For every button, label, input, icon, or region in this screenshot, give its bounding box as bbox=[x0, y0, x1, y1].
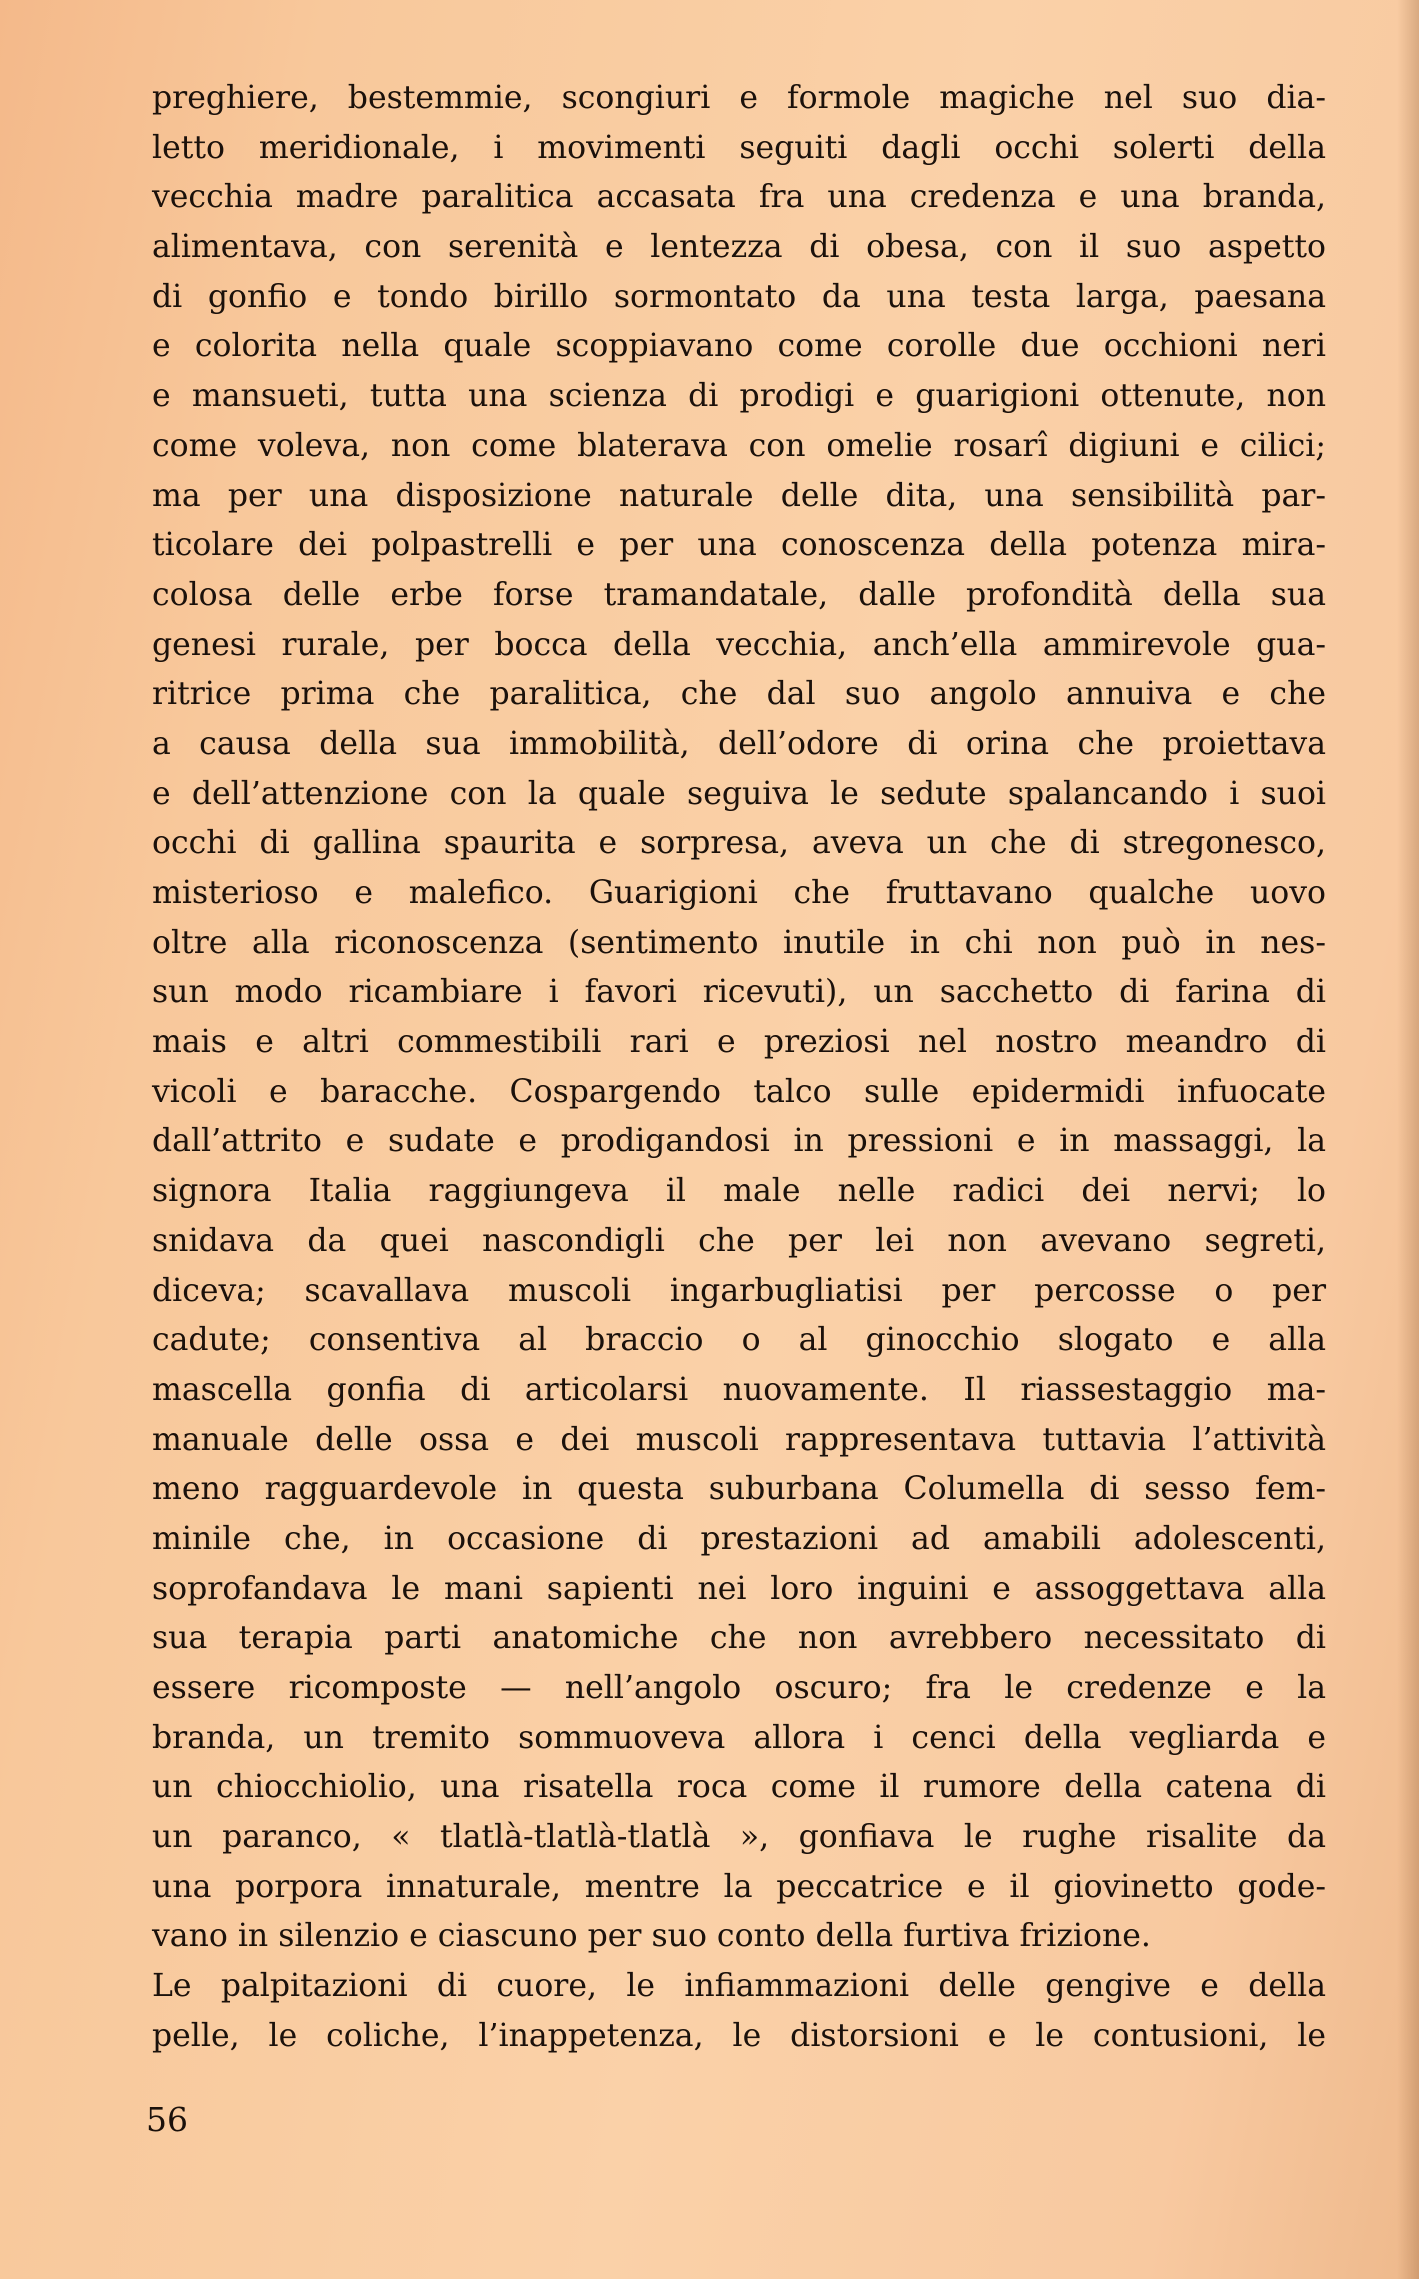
text-line: branda, un tremito sommuoveva allora i cenci della vegliarda e bbox=[152, 1719, 1326, 1756]
text-line: meno ragguardevole in questa suburbana Columella di sesso fem- bbox=[152, 1471, 1326, 1508]
text-line: e colorita nella quale scoppiavano come corolle due occhioni neri bbox=[152, 328, 1326, 365]
text-line: pelle, le coliche, l’inappetenza, le distorsioni e le contusioni, le bbox=[152, 2017, 1326, 2054]
page-edge-shadow bbox=[1397, 0, 1419, 2279]
text-line: e dell’attenzione con la quale seguiva le sedute spalancando i suoi bbox=[152, 775, 1326, 812]
text-line: a causa della sua immobilità, dell’odore di orina che proiettava bbox=[152, 725, 1326, 762]
text-line: letto meridionale, i movimenti seguiti dagli occhi solerti della bbox=[152, 129, 1326, 166]
text-line: colosa delle erbe forse tramandatale, dalle profondità della sua bbox=[152, 576, 1326, 613]
text-line: sun modo ricambiare i favori ricevuti), un sacchetto di farina di bbox=[152, 974, 1326, 1011]
text-line: preghiere, bestemmie, scongiuri e formole magiche nel suo dia- bbox=[152, 80, 1326, 116]
text-line: ritrice prima che paralitica, che dal suo angolo annuiva e che bbox=[152, 676, 1326, 713]
text-line: dall’attrito e sudate e prodigandosi in pressioni e in massaggi, la bbox=[152, 1123, 1326, 1160]
text-line: di gonfio e tondo birillo sormontato da una testa larga, paesana bbox=[152, 278, 1326, 315]
text-line: sua terapia parti anatomiche che non avrebbero necessitato di bbox=[152, 1620, 1326, 1657]
text-line: mais e altri commestibili rari e preziosi nel nostro meandro di bbox=[152, 1024, 1326, 1061]
text-line: soprofandava le mani sapienti nei loro inguini e assoggettava alla bbox=[152, 1570, 1326, 1607]
text-line: misterioso e malefico. Guarigioni che fruttavano qualche uovo bbox=[152, 875, 1326, 911]
text-line: vano in silenzio e ciascuno per suo conto della furtiva frizione. bbox=[152, 1918, 1151, 1955]
text-line: genesi rurale, per bocca della vecchia, anch’ella ammirevole gua- bbox=[152, 626, 1326, 663]
text-line: diceva; scavallava muscoli ingarbugliatisi per percosse o per bbox=[152, 1272, 1326, 1309]
text-line: signora Italia raggiungeva il male nelle radici dei nervi; lo bbox=[152, 1173, 1326, 1210]
text-line: vicoli e baracche. Cospargendo talco sulle epidermidi infuocate bbox=[152, 1073, 1326, 1110]
text-line: un paranco, « tlatlà-tlatlà-tlatlà », gonfiava le rughe risalite da bbox=[152, 1819, 1326, 1856]
text-line: oltre alla riconoscenza (sentimento inutile in chi non può in nes- bbox=[152, 924, 1326, 961]
text-line: occhi di gallina spaurita e sorpresa, aveva un che di stregonesco, bbox=[152, 825, 1326, 862]
text-line: un chiocchiolio, una risatella roca come il rumore della catena di bbox=[152, 1769, 1326, 1806]
text-line: cadute; consentiva al braccio o al ginocchio slogato e alla bbox=[152, 1322, 1326, 1359]
text-line: minile che, in occasione di prestazioni ad amabili adolescenti, bbox=[152, 1520, 1326, 1557]
text-line: ticolare dei polpastrelli e per una conoscenza della potenza mira- bbox=[152, 527, 1326, 564]
text-line: Le palpitazioni di cuore, le infiammazioni delle gengive e della bbox=[152, 1968, 1326, 2005]
text-line: vecchia madre paralitica accasata fra una credenza e una branda, bbox=[152, 179, 1326, 216]
text-line: e mansueti, tutta una scienza di prodigi e guarigioni ottenute, non bbox=[152, 378, 1326, 415]
text-line: manuale delle ossa e dei muscoli rappresentava tuttavia l’attività bbox=[152, 1421, 1326, 1458]
text-line: essere ricomposte — nell’angolo oscuro; fra le credenze e la bbox=[152, 1670, 1326, 1706]
text-line: una porpora innaturale, mentre la peccatrice e il giovinetto gode- bbox=[152, 1868, 1326, 1905]
text-line: ma per una disposizione naturale delle dita, una sensibilità par- bbox=[152, 477, 1326, 514]
text-line: come voleva, non come blaterava con omelie rosarî digiuni e cilici; bbox=[152, 427, 1326, 464]
text-line: mascella gonfia di articolarsi nuovamente. Il riassestaggio ma- bbox=[152, 1371, 1326, 1408]
text-line: alimentava, con serenità e lentezza di obesa, con il suo aspetto bbox=[152, 229, 1326, 266]
body-text bbox=[152, 74, 1326, 2062]
page-number: 56 bbox=[146, 2100, 188, 2139]
text-line: snidava da quei nascondigli che per lei non avevano segreti, bbox=[152, 1222, 1326, 1259]
